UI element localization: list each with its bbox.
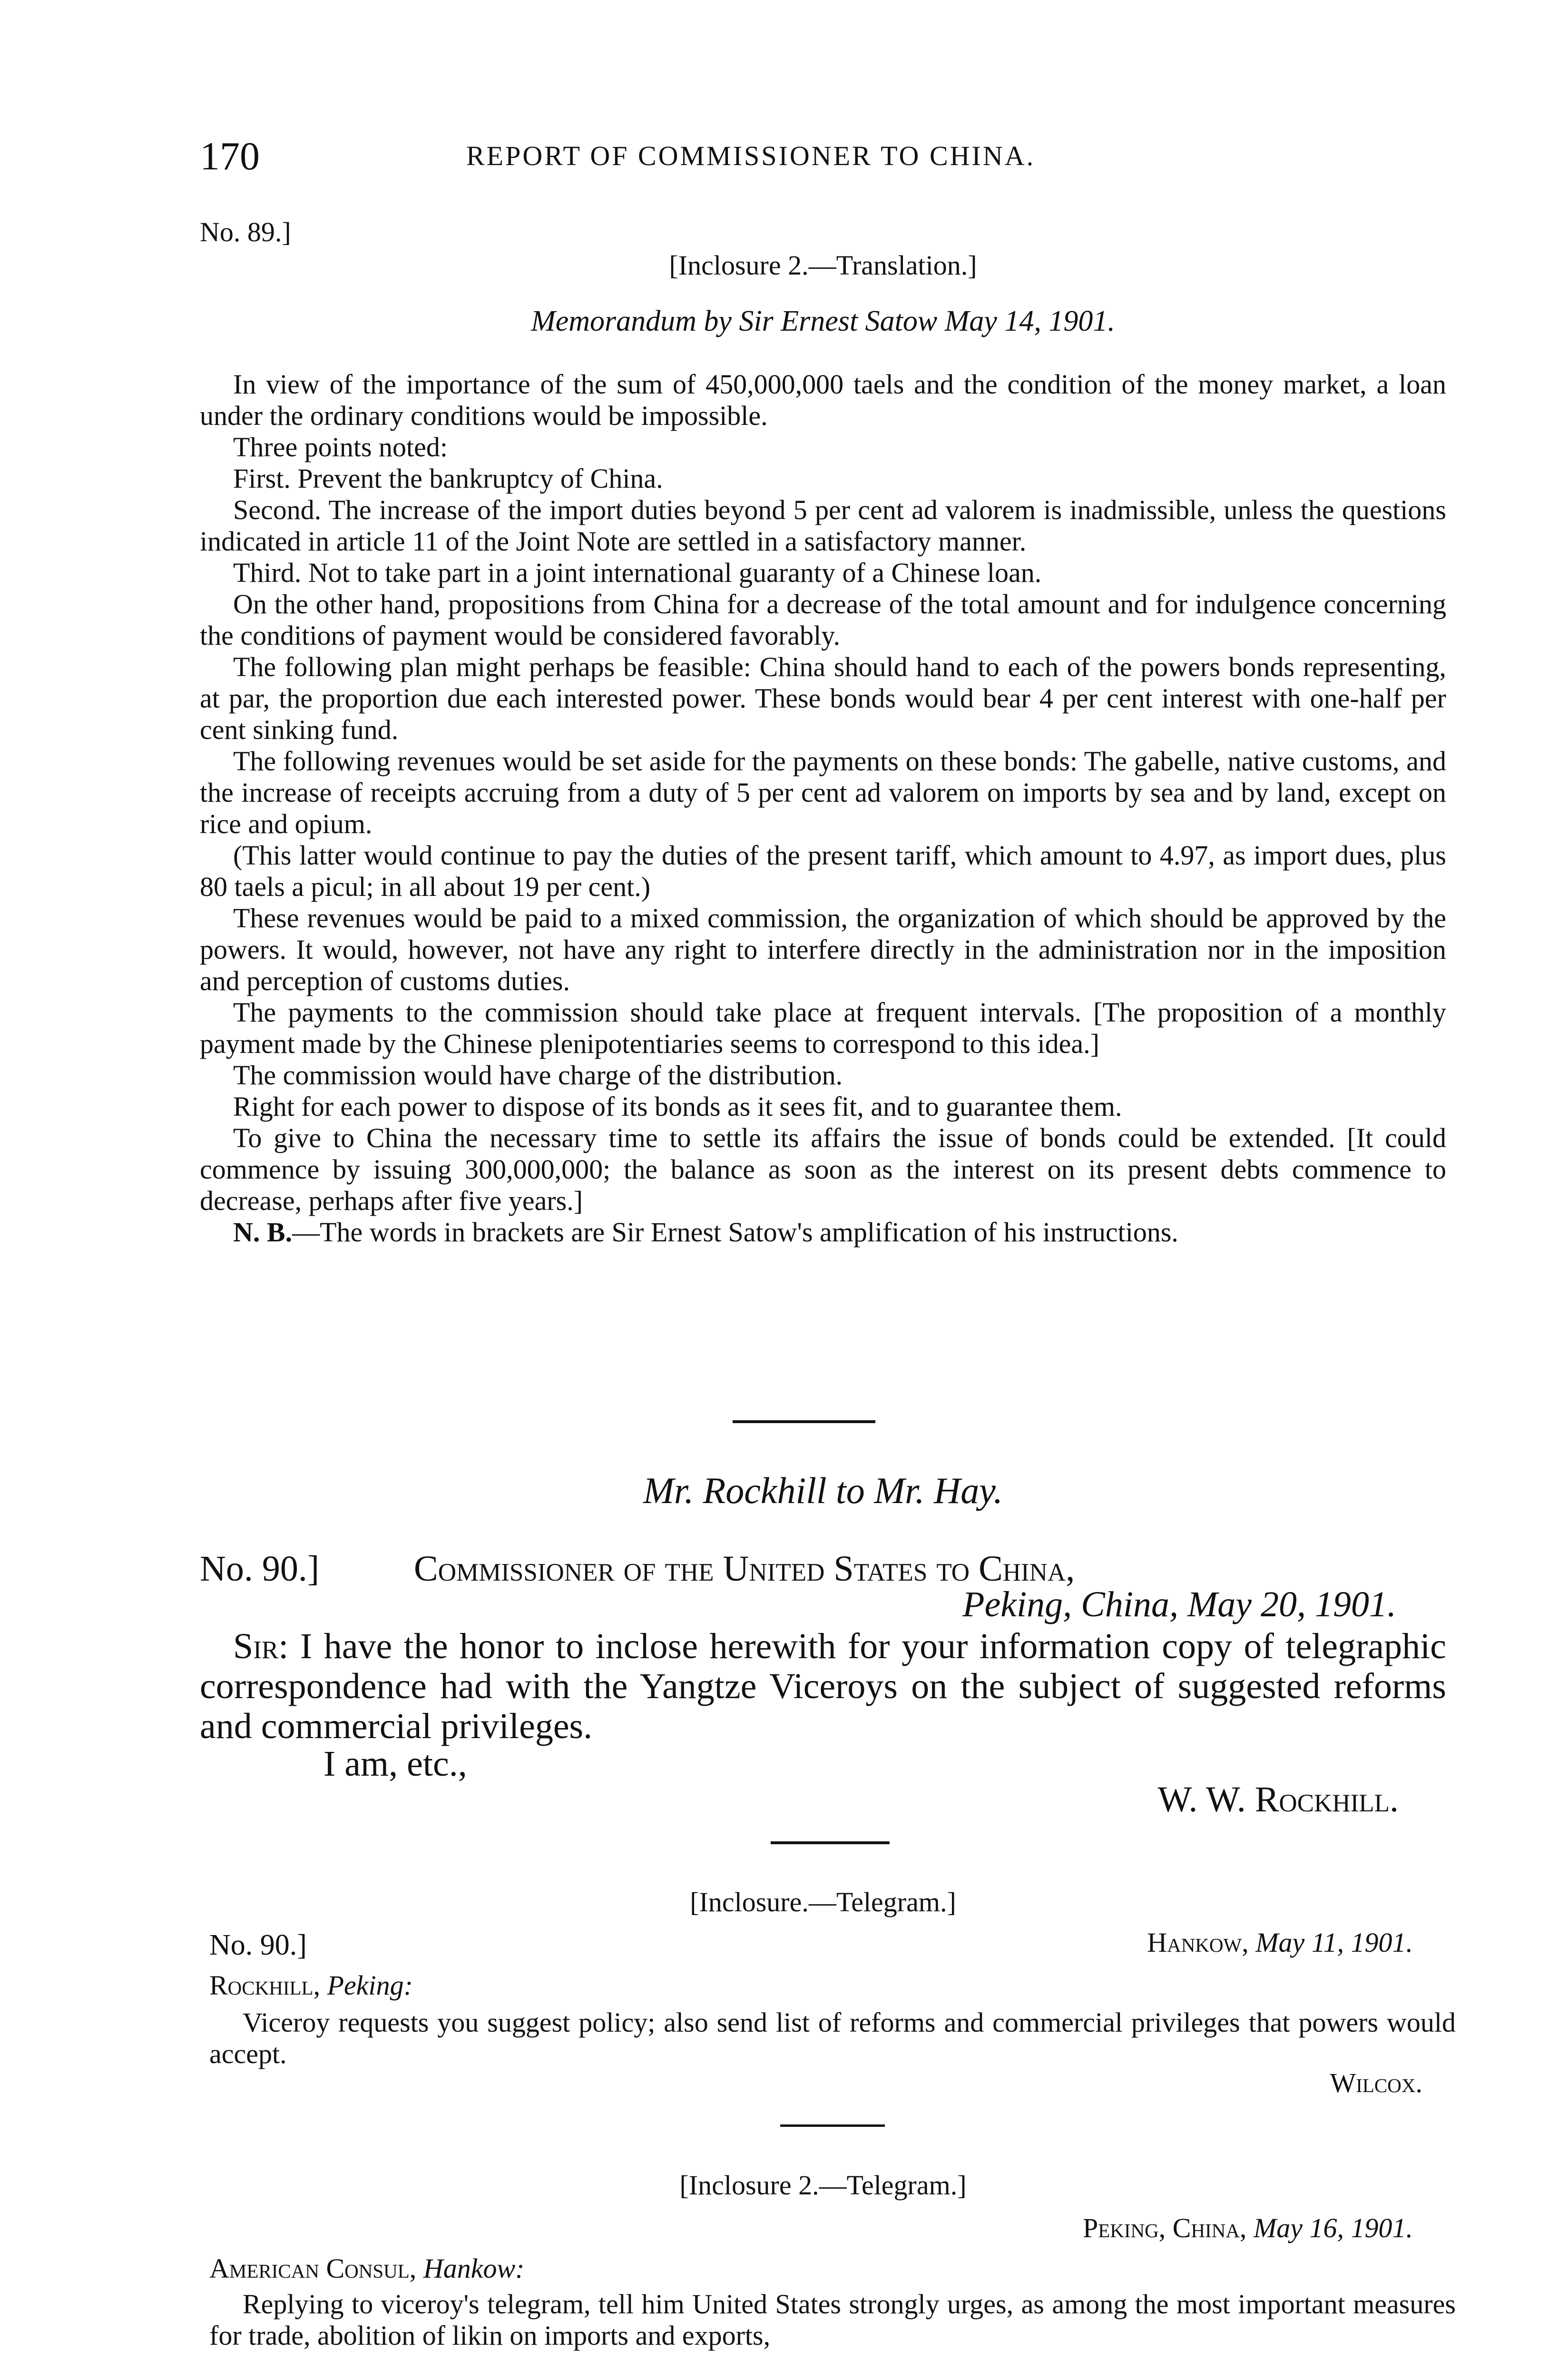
telegram2-place-date	[761, 2212, 1413, 2244]
telegram1-body	[209, 2007, 1456, 2070]
addressee-place: Peking:	[327, 1970, 413, 2001]
telegram2-date: May 16, 1901.	[1253, 2212, 1413, 2243]
telegram2-text: Replying to viceroy's telegram, tell him United States strongly urges, as among the most important measures for trade, abolition of likin on imports and exports,	[209, 2289, 1456, 2351]
letter-text: I have the honor to inclose herewith for your information copy of telegraphic correspondence had with the Yangtze Viceroys on the subject of suggested reforms and commercial privileges.	[200, 1626, 1446, 1746]
letter-number: No. 90.]	[200, 1549, 320, 1589]
running-header	[200, 133, 1446, 176]
telegram2-place: Peking, China,	[1082, 2212, 1247, 2243]
memo-paragraph: (This latter would continue to pay the duties of the present tariff, which amount to 4.97, as import dues, plus 80 taels a picul; in all about 19 per cent.)	[200, 840, 1446, 902]
letter-paragraph	[200, 1626, 1446, 1746]
telegram2-addressee	[209, 2253, 524, 2284]
telegram1-text: Viceroy requests you suggest policy; also send list of reforms and commercial privileges that powers would accept.	[209, 2007, 1456, 2069]
memo-paragraph: Third. Not to take part in a joint international guaranty of a Chinese loan.	[233, 557, 1042, 588]
note-text: —The words in brackets are Sir Ernest Satow's amplification of his instructions.	[292, 1217, 1178, 1248]
note-label: N. B.	[233, 1217, 293, 1248]
memorandum-body	[200, 369, 1446, 1248]
letter-closing: I am, etc.,	[323, 1744, 467, 1784]
addressee-place: Hankow:	[423, 2253, 525, 2284]
telegram1-signature: Wilcox.	[1330, 2067, 1422, 2098]
doc1-title: Memorandum by Sir Ernest Satow May 14, 1901.	[531, 305, 1115, 337]
memo-paragraph: The following plan might perhaps be feasible: China should hand to each of the powers bonds representing, at par, the proportion due each interested power. These bonds would bear 4 per cent interest with one-half per cent sinking fund.	[200, 651, 1446, 745]
memo-paragraph: First. Prevent the bankruptcy of China.	[233, 463, 663, 494]
addressee-name: American Consul,	[209, 2253, 417, 2284]
letter-place-date: Peking, China, May 20, 1901.	[962, 1584, 1396, 1624]
telegram1-place-date	[761, 1927, 1413, 1958]
telegram1-number: No. 90.]	[209, 1929, 307, 1961]
memo-paragraph: On the other hand, propositions from China for a decrease of the total amount and for indulgence concerning the conditions of payment would be considered favorably.	[200, 589, 1446, 651]
page-number: 170	[200, 134, 260, 178]
running-title: REPORT OF COMMISSIONER TO CHINA.	[466, 140, 1036, 171]
memo-paragraph: Right for each power to dispose of its bonds as it sees fit, and to guarantee them.	[233, 1091, 1122, 1122]
salutation: Sir:	[233, 1626, 289, 1666]
memo-note	[200, 1217, 1446, 1248]
memo-paragraph: Second. The increase of the import duties beyond 5 per cent ad valorem is inadmissible, unless the questions indicated in article 11 of the Joint Note are settled in a satisfactory manner.	[200, 494, 1446, 557]
letter-title: Mr. Rockhill to Mr. Hay.	[643, 1470, 1003, 1511]
letter-from: Commissioner of the United States to China,	[414, 1549, 1075, 1589]
telegram2-inclosure: [Inclosure 2.—Telegram.]	[679, 2170, 967, 2201]
letter-signature: W. W. Rockhill.	[1157, 1779, 1399, 1819]
memo-paragraph: The following revenues would be set aside for the payments on these bonds: The gabelle, native customs, and the increase of receipts accruing from a duty of 5 per cent ad valorem on imports by sea and by land, except on rice and opium.	[200, 746, 1446, 839]
doc1-inclosure: [Inclosure 2.—Translation.]	[669, 250, 977, 281]
memo-paragraph: The commission would have charge of the distribution.	[233, 1060, 843, 1091]
memo-paragraph: Three points noted:	[233, 432, 448, 462]
memo-paragraph: To give to China the necessary time to settle its affairs the issue of bonds could be extended. [It could commence by issuing 300,000,000; the balance as soon as the interest on its present debts commence to decrease, perhaps after five years.]	[200, 1122, 1446, 1216]
memo-paragraph: The payments to the commission should take place at frequent intervals. [The proposition of a monthly payment made by the Chinese plenipotentiaries seems to correspond to this idea.]	[200, 997, 1446, 1059]
telegram1-place: Hankow,	[1147, 1927, 1249, 1958]
section-divider	[733, 1420, 875, 1423]
telegram2-body	[209, 2289, 1456, 2351]
telegram1-addressee	[209, 1970, 413, 2001]
section-divider	[780, 2124, 885, 2127]
telegram1-date: May 11, 1901.	[1255, 1927, 1413, 1958]
doc1-number: No. 89.]	[200, 216, 291, 247]
telegram1-inclosure: [Inclosure.—Telegram.]	[690, 1887, 956, 1917]
section-divider	[771, 1841, 890, 1844]
memo-paragraph: In view of the importance of the sum of 450,000,000 taels and the condition of the money market, a loan under the ordinary conditions would be impossible.	[200, 369, 1446, 431]
addressee-name: Rockhill,	[209, 1970, 321, 2001]
letter-body	[200, 1626, 1446, 1746]
memo-paragraph: These revenues would be paid to a mixed commission, the organization of which should be approved by the powers. It would, however, not have any right to interfere directly in the administration nor in the imposition and perception of customs duties.	[200, 903, 1446, 996]
